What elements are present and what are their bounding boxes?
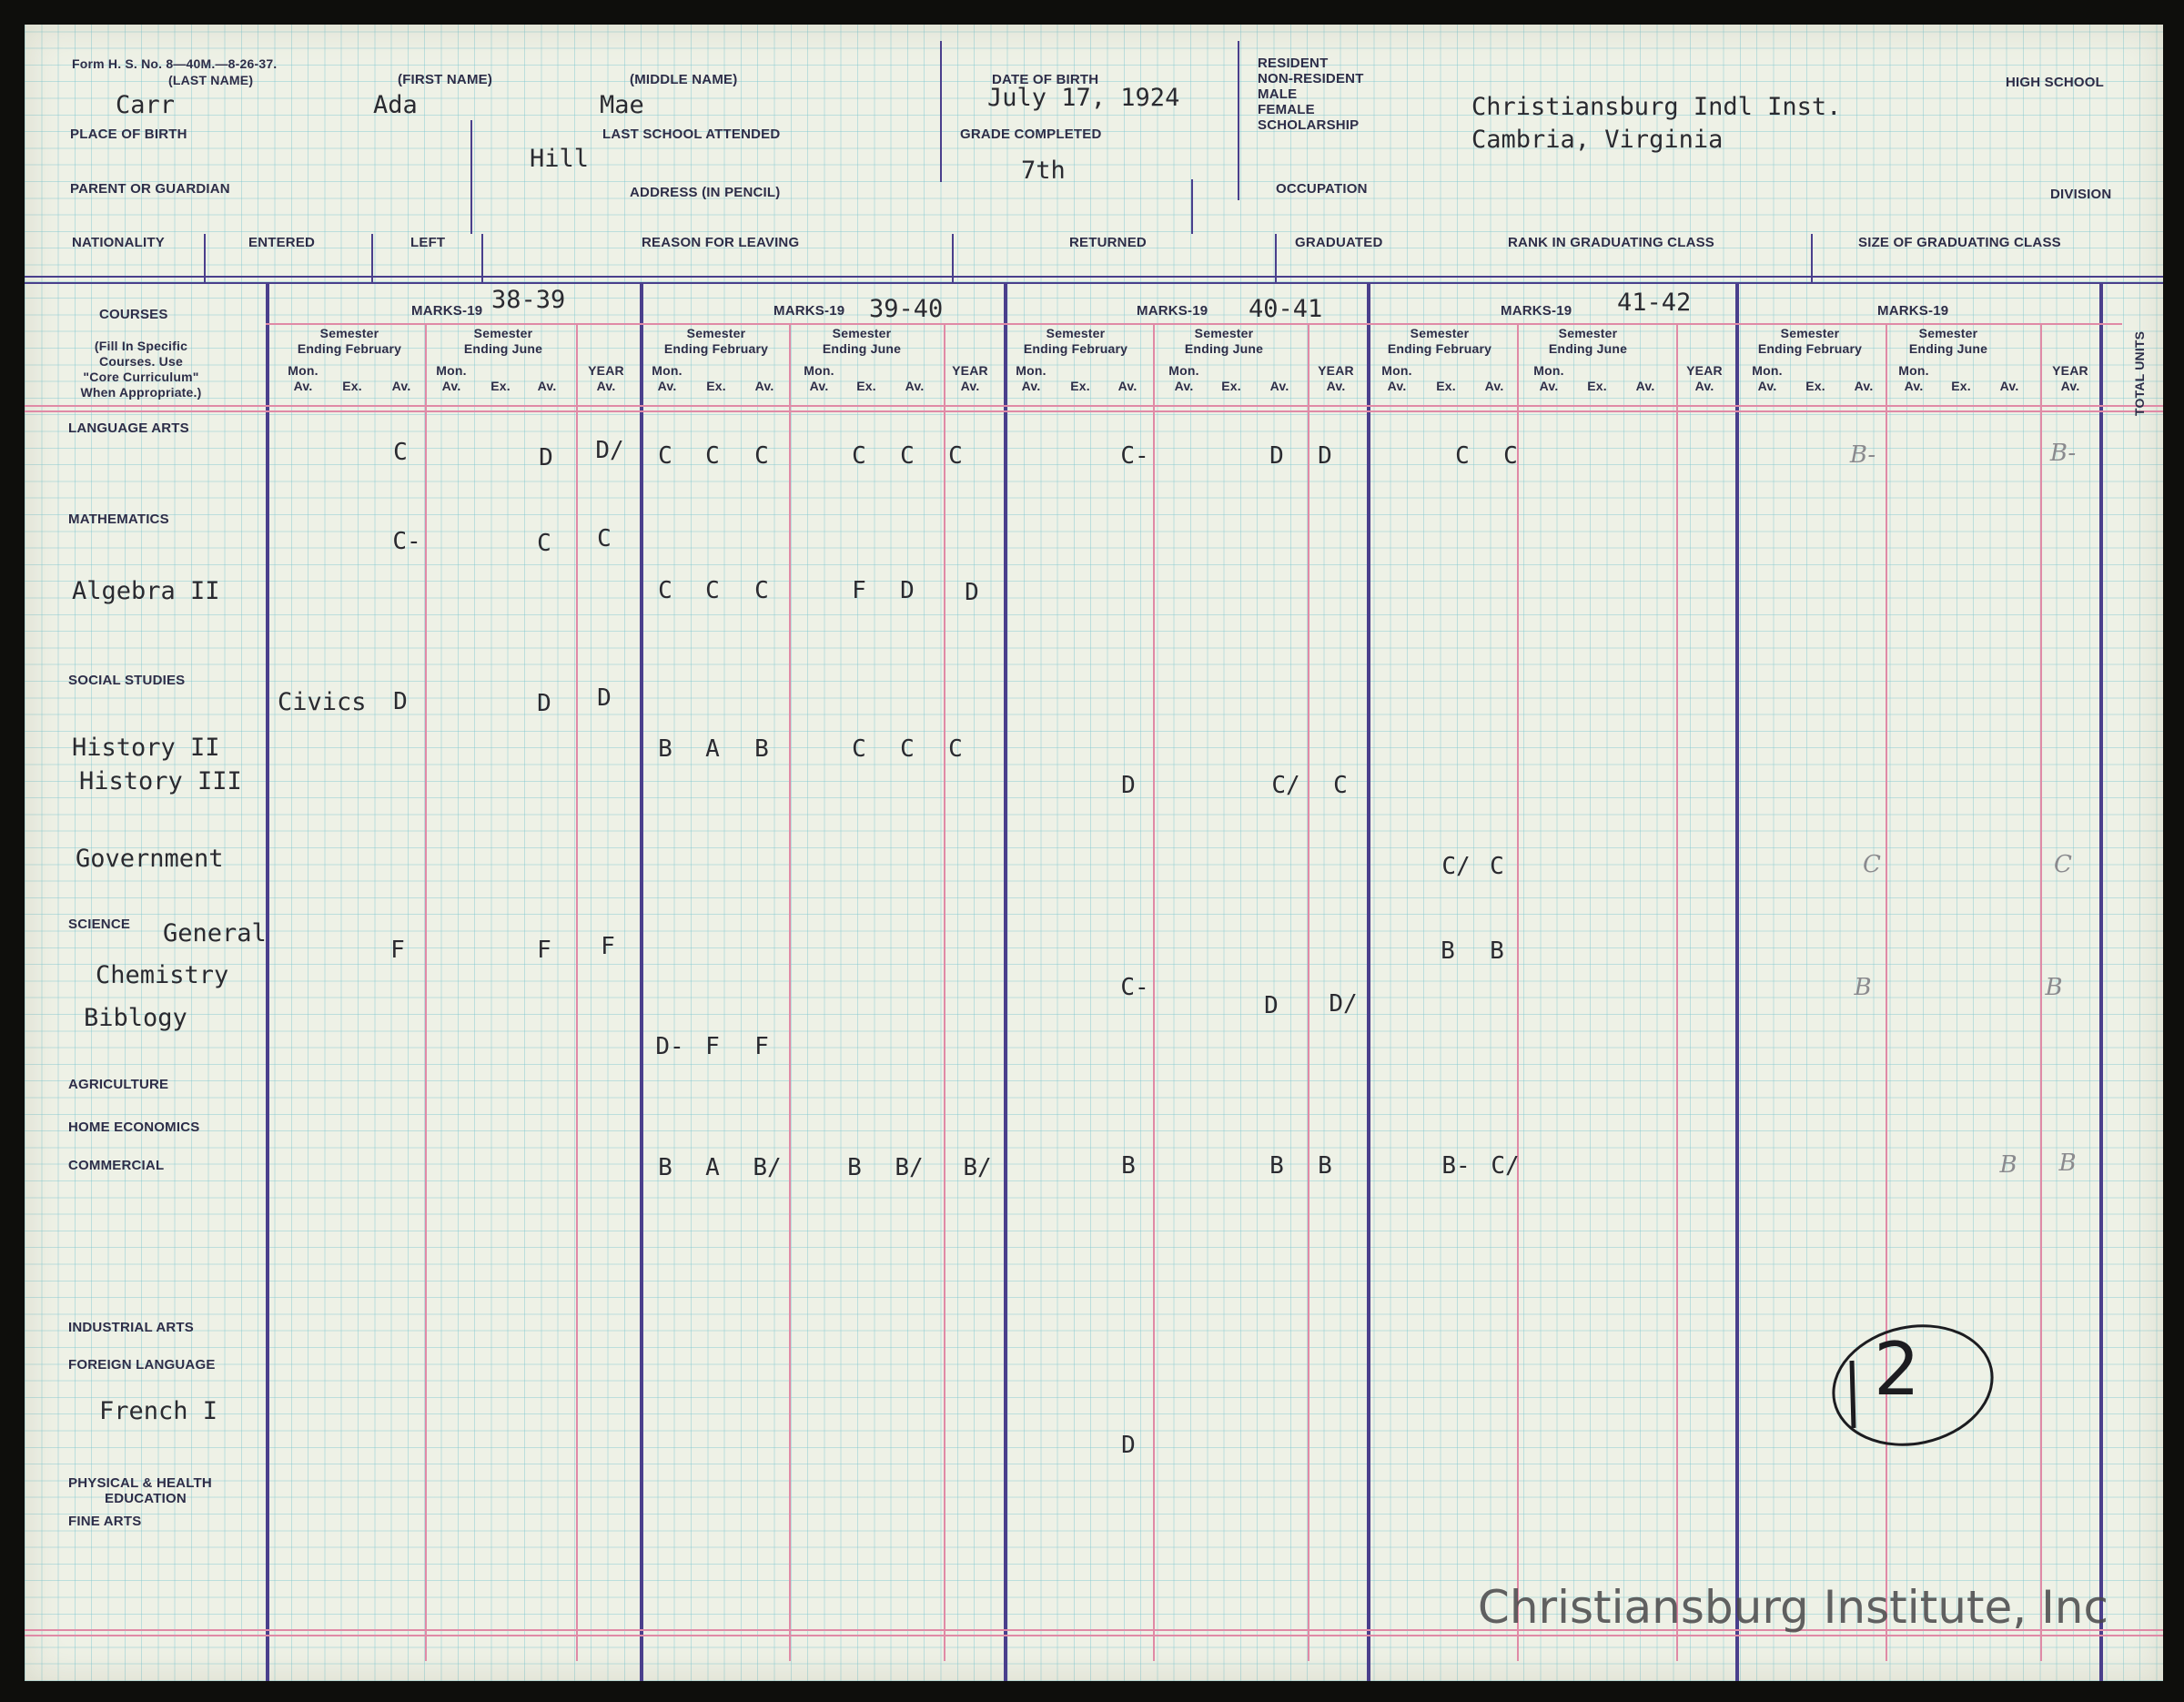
- marks-label: MARKS-19: [411, 303, 483, 319]
- course-french: French I: [99, 1397, 218, 1425]
- col-ex: Ex.: [1951, 379, 1971, 393]
- divider: [1153, 323, 1155, 1661]
- mark: D: [1264, 992, 1279, 1019]
- nationality-label: NATIONALITY: [72, 235, 165, 250]
- mark: D: [393, 688, 408, 715]
- sem-feb-label: Semester Ending February: [1757, 326, 1863, 356]
- col-year-av: YEAR Av.: [952, 363, 988, 393]
- mark: B/: [895, 1154, 924, 1181]
- course-algebra: Algebra II: [72, 577, 220, 605]
- mark: C/: [1491, 1152, 1520, 1180]
- divider: [1238, 41, 1239, 200]
- mark: C: [1490, 853, 1504, 880]
- mark: C: [948, 735, 963, 763]
- sem-feb-label: Semester Ending February: [663, 326, 769, 356]
- sem-june-label: Semester Ending June: [463, 326, 543, 356]
- rank-label: RANK IN GRADUATING CLASS: [1508, 235, 1715, 250]
- marks-label: MARKS-19: [1501, 303, 1572, 319]
- col-ex: Ex.: [342, 379, 362, 393]
- mark: A: [705, 735, 720, 763]
- last-name-value: Carr: [116, 91, 176, 119]
- mark: B: [1441, 937, 1455, 965]
- mark: D: [539, 444, 553, 471]
- col-av: Av.: [1117, 379, 1138, 393]
- mark: C: [852, 442, 866, 470]
- divider: [640, 282, 643, 1681]
- courses-label: COURSES: [99, 307, 168, 322]
- date-of-birth-value: July 17, 1924: [987, 84, 1180, 112]
- course-general: General: [163, 919, 267, 947]
- graduated-label: GRADUATED: [1295, 235, 1383, 250]
- parent-label: PARENT OR GUARDIAN: [70, 181, 230, 197]
- col-mon-av: Mon. Av.: [652, 363, 682, 393]
- col-av: Av.: [1635, 379, 1655, 393]
- mark: C: [852, 735, 866, 763]
- mark: D/: [1329, 990, 1358, 1018]
- sem-june-label: Semester Ending June: [822, 326, 902, 356]
- category-physical-health: PHYSICAL & HEALTH EDUCATION: [68, 1475, 212, 1506]
- course-government: Government: [76, 845, 224, 873]
- mark: C: [705, 577, 720, 604]
- col-av: Av.: [1999, 379, 2019, 393]
- divider: [1735, 282, 1739, 1681]
- col-ex: Ex.: [856, 379, 876, 393]
- size-label: SIZE OF GRADUATING CLASS: [1858, 235, 2061, 250]
- reason-label: REASON FOR LEAVING: [642, 235, 800, 250]
- category-language-arts: LANGUAGE ARTS: [68, 420, 189, 436]
- resident-options: RESIDENT NON-RESIDENT MALE FEMALE SCHOLARSHIP: [1258, 56, 1364, 133]
- left-label: LEFT: [410, 235, 446, 250]
- high-school-label: HIGH SCHOOL: [2006, 75, 2105, 90]
- mark: F: [852, 577, 866, 604]
- grade-completed-value: 7th: [1021, 157, 1066, 185]
- date-of-birth-label: DATE OF BIRTH: [992, 72, 1099, 87]
- mark: B: [658, 1154, 672, 1181]
- category-mathematics: MATHEMATICS: [68, 512, 169, 527]
- place-of-birth-label: PLACE OF BIRTH: [70, 127, 187, 142]
- course-history-2: History II: [72, 734, 220, 762]
- mark: C-: [392, 528, 421, 555]
- divider: [1191, 179, 1193, 234]
- category-social-studies: SOCIAL STUDIES: [68, 673, 186, 688]
- marks-label: MARKS-19: [774, 303, 845, 319]
- divider: [266, 323, 2122, 325]
- school-location: Cambria, Virginia: [1471, 126, 1724, 154]
- year-value: 41-42: [1617, 289, 1692, 317]
- mark: D: [1318, 442, 1332, 470]
- mark: F: [601, 933, 615, 960]
- watermark: Christiansburg Institute, Inc: [1477, 1581, 2108, 1634]
- course-civics: Civics: [278, 688, 367, 716]
- sem-june-label: Semester Ending June: [1548, 326, 1628, 356]
- middle-name-label: (MIDDLE NAME): [630, 72, 738, 87]
- first-name-label: (FIRST NAME): [398, 72, 493, 87]
- mark: C: [900, 735, 915, 763]
- mark: B: [754, 735, 769, 763]
- mark: F: [705, 1033, 720, 1060]
- col-year-av: YEAR Av.: [1318, 363, 1354, 393]
- pencil-mark: B: [1999, 1151, 2017, 1179]
- mark: B: [658, 735, 672, 763]
- category-foreign-language: FOREIGN LANGUAGE: [68, 1357, 216, 1373]
- pencil-mark: C: [2054, 851, 2072, 878]
- col-mon-av: Mon. Av.: [1533, 363, 1564, 393]
- record-card: [25, 25, 2163, 1681]
- divider: [25, 276, 2163, 278]
- divider: [1004, 282, 1007, 1681]
- mark: B: [1269, 1152, 1284, 1180]
- division-label: DIVISION: [2050, 187, 2112, 202]
- category-fine-arts: FINE ARTS: [68, 1514, 142, 1529]
- mark: B: [1318, 1152, 1332, 1180]
- mark: B: [1121, 1152, 1136, 1180]
- mark: D: [1121, 772, 1136, 799]
- divider: [576, 323, 578, 1661]
- mark: C: [537, 530, 551, 557]
- mark: A: [705, 1154, 720, 1181]
- divider: [266, 282, 269, 1681]
- divider: [425, 323, 427, 1661]
- mark: C: [1455, 442, 1470, 470]
- pencil-mark: C: [1863, 851, 1881, 878]
- mark: B/: [753, 1154, 782, 1181]
- pencil-mark: B: [1854, 974, 1872, 1001]
- mark: C: [658, 442, 672, 470]
- divider: [944, 323, 945, 1661]
- col-mon-av: Mon. Av.: [288, 363, 318, 393]
- mark: F: [390, 937, 405, 964]
- grade-completed-label: GRADE COMPLETED: [960, 127, 1102, 142]
- courses-note: (Fill In Specific Courses. Use "Core Curriculum" When Appropriate.): [80, 339, 202, 400]
- mark: C: [658, 577, 672, 604]
- total-units-label: TOTAL UNITS: [2132, 330, 2147, 416]
- mark: D: [900, 577, 915, 604]
- mark: B-: [1441, 1152, 1471, 1180]
- course-history-3: History III: [79, 767, 242, 795]
- entered-label: ENTERED: [248, 235, 316, 250]
- mark: C: [1333, 772, 1348, 799]
- divider: [25, 1635, 2163, 1636]
- divider: [1367, 282, 1370, 1681]
- divider: [1676, 323, 1678, 1661]
- category-commercial: COMMERCIAL: [68, 1158, 165, 1173]
- col-mon-av: Mon. Av.: [436, 363, 467, 393]
- divider: [25, 405, 2163, 407]
- divider: [789, 323, 791, 1661]
- sem-feb-label: Semester Ending February: [297, 326, 402, 356]
- course-chemistry: Chemistry: [96, 961, 229, 989]
- category-science: SCIENCE: [68, 917, 131, 932]
- mark: C: [597, 525, 612, 552]
- col-ex: Ex.: [1805, 379, 1825, 393]
- mark: B: [1490, 937, 1504, 965]
- col-av: Av.: [537, 379, 557, 393]
- col-ex: Ex.: [1070, 379, 1090, 393]
- col-year-av: YEAR Av.: [1686, 363, 1723, 393]
- mark: C/: [1441, 853, 1471, 880]
- col-ex: Ex.: [1436, 379, 1456, 393]
- col-ex: Ex.: [1587, 379, 1607, 393]
- mark: C: [1503, 442, 1518, 470]
- mark: D: [1121, 1432, 1136, 1459]
- mark: C: [754, 577, 769, 604]
- divider: [25, 282, 2163, 284]
- col-year-av: YEAR Av.: [2052, 363, 2088, 393]
- divider: [470, 120, 472, 234]
- school-name: Christiansburg Indl Inst.: [1471, 93, 1842, 121]
- divider: [1886, 323, 1887, 1661]
- marks-label: MARKS-19: [1877, 303, 1949, 319]
- returned-label: RETURNED: [1069, 235, 1147, 250]
- col-mon-av: Mon. Av.: [1016, 363, 1046, 393]
- mark: D: [965, 579, 979, 606]
- divider: [2040, 323, 2042, 1661]
- mark: C: [900, 442, 915, 470]
- year-value: 40-41: [1249, 295, 1323, 323]
- col-ex: Ex.: [706, 379, 726, 393]
- sem-feb-label: Semester Ending February: [1023, 326, 1128, 356]
- divider: [940, 41, 942, 182]
- circled-number: [1826, 1317, 1999, 1454]
- mark: C-: [1120, 974, 1149, 1001]
- divider: [1308, 323, 1309, 1661]
- mark: C/: [1271, 772, 1300, 799]
- col-mon-av: Mon. Av.: [804, 363, 834, 393]
- sem-june-label: Semester Ending June: [1908, 326, 1988, 356]
- col-av: Av.: [1269, 379, 1289, 393]
- mark: F: [537, 937, 551, 964]
- col-mon-av: Mon. Av.: [1752, 363, 1783, 393]
- col-mon-av: Mon. Av.: [1381, 363, 1412, 393]
- mark: D/: [595, 437, 624, 464]
- divider: [2099, 282, 2103, 1681]
- col-av: Av.: [905, 379, 925, 393]
- category-home-economics: HOME ECONOMICS: [68, 1119, 200, 1135]
- mark: C-: [1120, 442, 1149, 470]
- sem-feb-label: Semester Ending February: [1387, 326, 1492, 356]
- divider: [25, 410, 2163, 412]
- category-agriculture: AGRICULTURE: [68, 1077, 169, 1092]
- last-school-value: Hill: [530, 145, 590, 173]
- col-av: Av.: [754, 379, 774, 393]
- divider: [1517, 323, 1519, 1661]
- year-value: 38-39: [491, 286, 566, 314]
- col-av: Av.: [1484, 379, 1504, 393]
- col-mon-av: Mon. Av.: [1168, 363, 1199, 393]
- col-av: Av.: [1854, 379, 1874, 393]
- mark: D-: [655, 1033, 684, 1060]
- category-industrial-arts: INDUSTRIAL ARTS: [68, 1320, 194, 1335]
- mark: C: [948, 442, 963, 470]
- address-label: ADDRESS (IN PENCIL): [630, 185, 781, 200]
- pencil-mark: B: [2058, 1150, 2077, 1177]
- last-school-label: LAST SCHOOL ATTENDED: [602, 127, 781, 142]
- circled-number-digit: 2: [1874, 1327, 1920, 1412]
- mark: C: [393, 439, 408, 466]
- mark: D: [537, 690, 551, 717]
- mark: B/: [963, 1154, 992, 1181]
- marks-label: MARKS-19: [1137, 303, 1208, 319]
- col-av: Av.: [391, 379, 411, 393]
- last-name-label: (LAST NAME): [168, 73, 254, 87]
- mark: D: [1269, 442, 1284, 470]
- pencil-mark: B-: [1849, 441, 1876, 469]
- col-year-av: YEAR Av.: [588, 363, 624, 393]
- mark: B: [847, 1154, 862, 1181]
- occupation-label: OCCUPATION: [1276, 181, 1368, 197]
- year-value: 39-40: [869, 295, 944, 323]
- mark: F: [754, 1033, 769, 1060]
- course-biology: Biblogy: [84, 1004, 187, 1032]
- sem-june-label: Semester Ending June: [1184, 326, 1264, 356]
- first-name-value: Ada: [373, 91, 418, 119]
- col-mon-av: Mon. Av.: [1898, 363, 1929, 393]
- mark: D: [597, 684, 612, 712]
- form-number: Form H. S. No. 8—40M.—8-26-37.: [72, 56, 278, 71]
- col-ex: Ex.: [490, 379, 511, 393]
- middle-name-value: Mae: [600, 91, 644, 119]
- pencil-mark: B-: [2049, 440, 2077, 467]
- col-ex: Ex.: [1221, 379, 1241, 393]
- pencil-mark: B: [2045, 974, 2063, 1001]
- mark: C: [754, 442, 769, 470]
- mark: C: [705, 442, 720, 470]
